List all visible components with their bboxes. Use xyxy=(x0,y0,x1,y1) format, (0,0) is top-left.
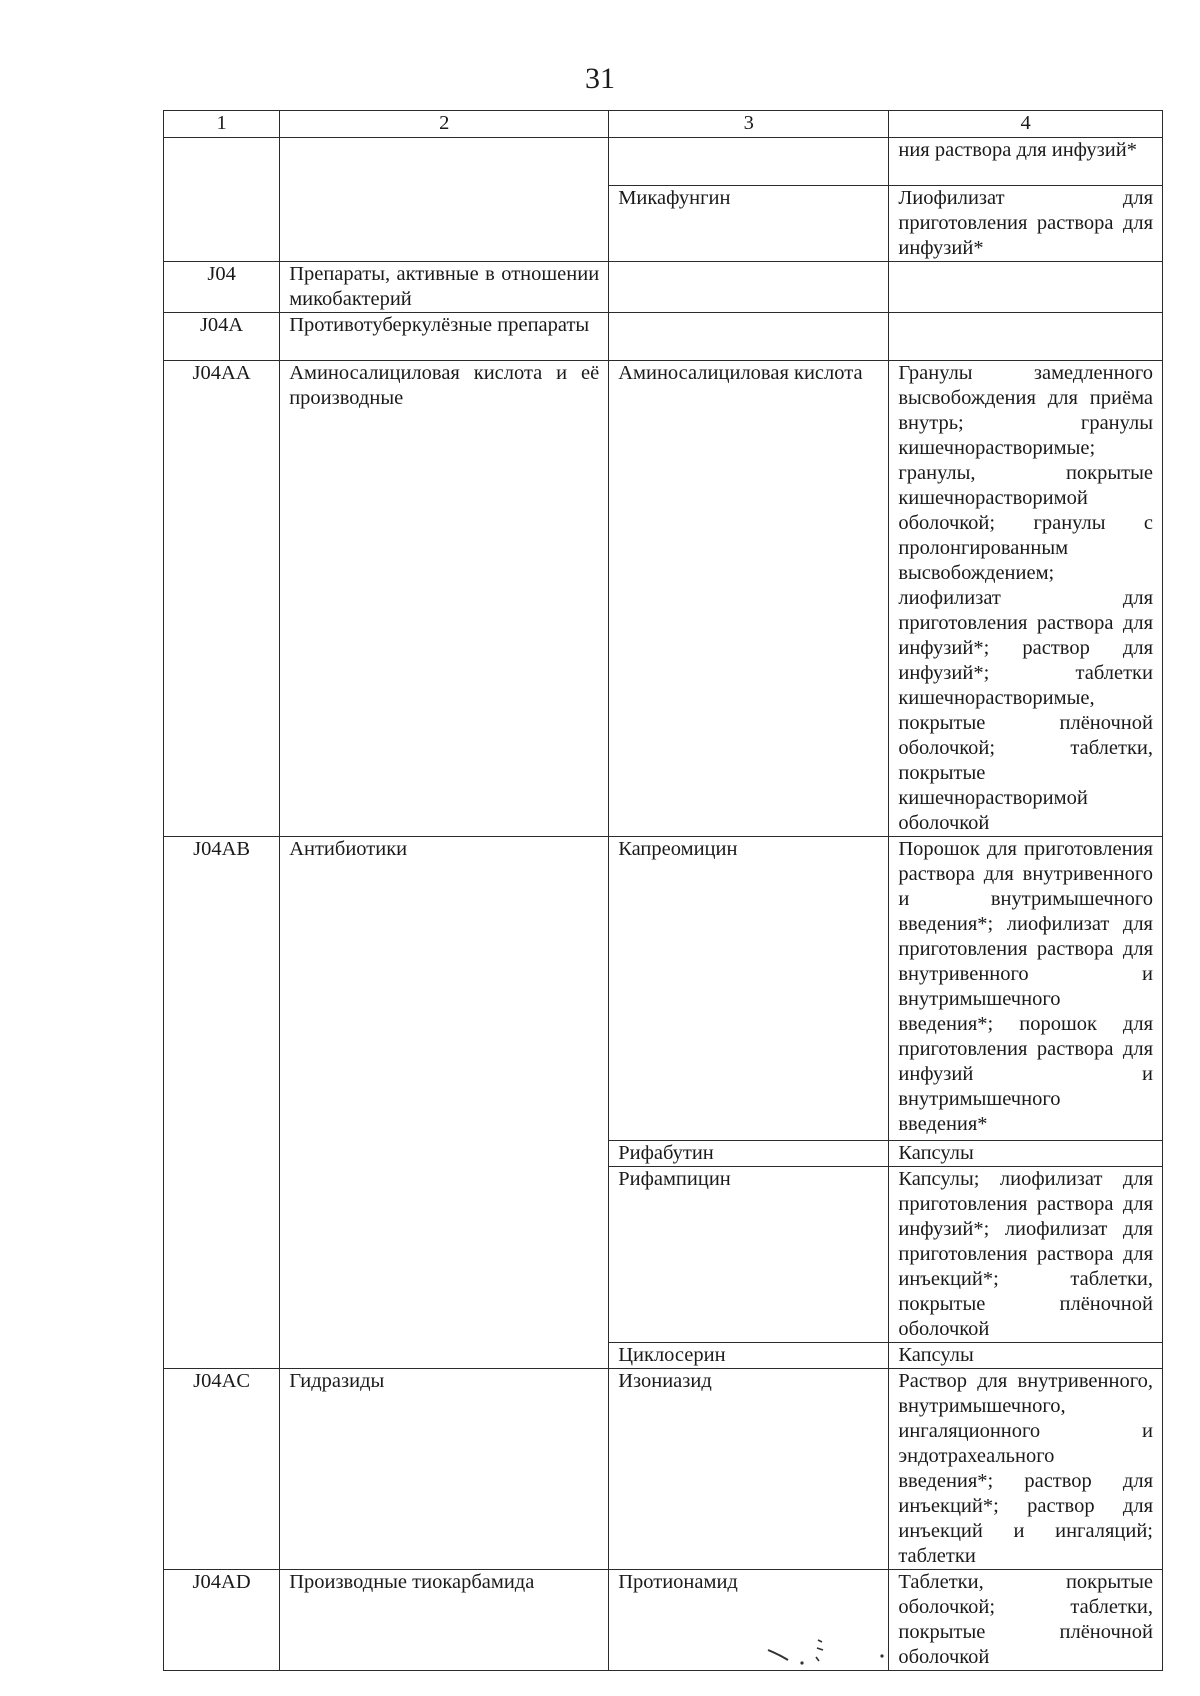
table-row xyxy=(164,837,1163,1141)
table-row xyxy=(164,1570,1163,1671)
page-number: 31 xyxy=(585,62,615,95)
drug-name-cell xyxy=(609,313,889,361)
atc-code-cell: J04AD xyxy=(164,1570,280,1671)
dosage-form-cell: Порошок для приготовления раствора для внутривенного и внутримышечного введения*; лиофилизат для приготовления раствора для внутривенного и внутримышечного введения*; порошок для приготовления раствора для инфузий и внутримышечного введения* xyxy=(889,837,1163,1141)
group-name-cell: Противотуберкулёзные препараты xyxy=(280,313,609,361)
group-name-cell: Гидразиды xyxy=(280,1369,609,1570)
dosage-form-cell: Лиофилизат для приготовления раствора для инфузий* xyxy=(889,186,1163,262)
header-col-2: 2 xyxy=(280,111,609,138)
table-row xyxy=(164,138,1163,186)
header-col-1: 1 xyxy=(164,111,280,138)
drug-name-cell: Протионамид xyxy=(609,1570,889,1671)
drug-name-cell: Микафунгин xyxy=(609,186,889,262)
dosage-form-cell: Капсулы xyxy=(889,1141,1163,1167)
group-name-cell: Аминосалициловая кислота и её производные xyxy=(280,361,609,837)
group-name-cell: Препараты, активные в отношении микобактерий xyxy=(280,262,609,313)
drug-name-cell: Рифампицин xyxy=(609,1167,889,1343)
drug-name-cell xyxy=(609,138,889,186)
atc-code-cell xyxy=(164,138,280,262)
dosage-form-cell: ния раствора для инфузий* xyxy=(889,138,1163,186)
atc-code-cell: J04AB xyxy=(164,837,280,1369)
atc-code-cell: J04AC xyxy=(164,1369,280,1570)
atc-code-cell: J04AA xyxy=(164,361,280,837)
group-name-cell: Антибиотики xyxy=(280,837,609,1369)
drug-name-cell: Изониазид xyxy=(609,1369,889,1570)
drug-name-cell: Капреомицин xyxy=(609,837,889,1141)
header-col-3: 3 xyxy=(609,111,889,138)
drug-name-cell: Рифабутин xyxy=(609,1141,889,1167)
dosage-form-cell: Капсулы; лиофилизат для приготовления раствора для инфузий*; лиофилизат для приготовления раствора для инъекций*; таблетки, покрытые плёночной оболочкой xyxy=(889,1167,1163,1343)
dosage-form-cell xyxy=(889,262,1163,313)
drug-table xyxy=(163,110,1163,1671)
drug-name-cell: Циклосерин xyxy=(609,1343,889,1369)
table-row xyxy=(164,262,1163,313)
table-row xyxy=(164,1369,1163,1570)
dosage-form-cell: Таблетки, покрытые оболочкой; таблетки, покрытые плёночной оболочкой xyxy=(889,1570,1163,1671)
drug-name-cell xyxy=(609,262,889,313)
group-name-cell xyxy=(280,138,609,262)
header-row xyxy=(164,111,1163,138)
atc-code-cell: J04 xyxy=(164,262,280,313)
dosage-form-cell xyxy=(889,313,1163,361)
table-row xyxy=(164,361,1163,837)
table-row xyxy=(164,313,1163,361)
dosage-form-cell: Гранулы замедленного высвобождения для приёма внутрь; гранулы кишечнорастворимые; гранулы, покрытые кишечнорастворимой оболочкой; гранулы с пролонгированным высвобождением; лиофилизат для приготовления раствора для инфузий*; раствор для инфузий*; таблетки кишечнорастворимые, покрытые плёночной оболочкой; таблетки, покрытые кишечнорастворимой оболочкой xyxy=(889,361,1163,837)
atc-code-cell: J04A xyxy=(164,313,280,361)
scan-artifact-marks xyxy=(760,1630,920,1690)
drug-name-cell: Аминосалициловая кислота xyxy=(609,361,889,837)
group-name-cell: Производные тиокарбамида xyxy=(280,1570,609,1671)
dosage-form-cell: Капсулы xyxy=(889,1343,1163,1369)
header-col-4: 4 xyxy=(889,111,1163,138)
dosage-form-cell: Раствор для внутривенного, внутримышечного, ингаляционного и эндотрахеального введения*; раствор для инъекций*; раствор для инъекций и ингаляций; таблетки xyxy=(889,1369,1163,1570)
